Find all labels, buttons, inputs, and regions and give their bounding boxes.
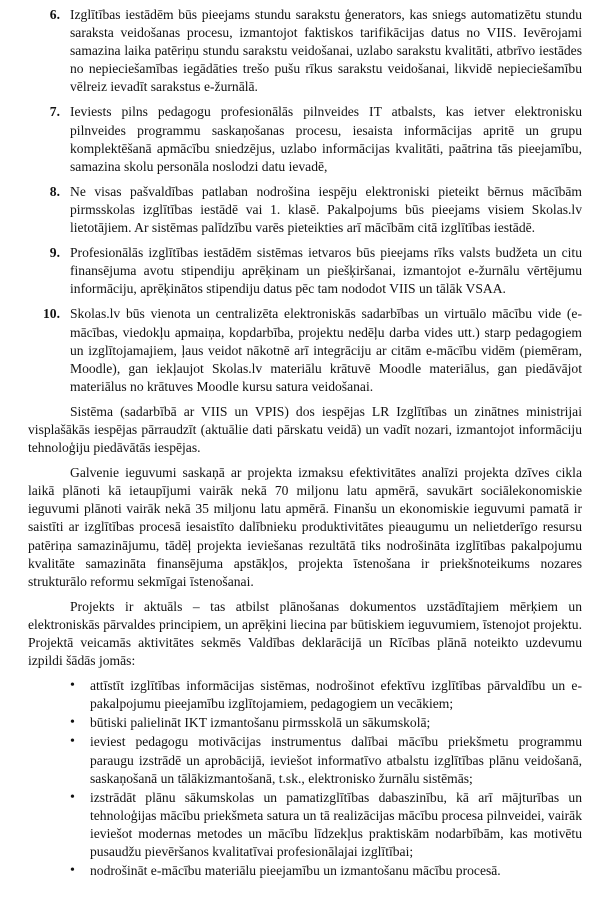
list-item (70, 733, 582, 787)
list-item-text: nodrošināt e-mācību materiālu pieejamību un izmantošanu mācību procesā. (90, 863, 501, 879)
item-number: 7. (49, 104, 60, 120)
bullet-icon: • (70, 863, 75, 879)
item-number: 8. (49, 183, 60, 199)
item-number: 10. (43, 306, 60, 322)
item-text: Ne visas pašvaldības patlaban nodrošina iespēju elektroniski pieteikt bērnus mācībām pirmsskolas izglītības iestādē vai 1. klasē. Pakalpojums būs pieejams visiem Skolas.lv lietotājiem. Ar sistēmas palīdzību varēs pieteikties arī mācībām citā izglītības iestādē. (70, 183, 582, 236)
list-item (70, 862, 582, 880)
paragraph-system-oversight: Sistēma (sadarbībā ar VIIS un VPIS) dos iespējas LR Izglītības un zinātnes ministrijai visplašākās iespējas pārraudzīt (aktuālie dati pārskatu veidā) un vadīt nozari, izmantojot informāciju tehnoloģiju piedāvātās iespējas. (28, 403, 582, 456)
item-number: 9. (49, 245, 60, 261)
list-item-text: būtiski palielināt IKT izmantošanu pirmsskolā un sākumskolā; (90, 715, 431, 731)
numbered-item-6 (28, 6, 582, 96)
item-number: 6. (49, 7, 60, 22)
list-item (70, 714, 582, 732)
list-item (70, 789, 582, 861)
paragraph-project-relevance: Projekts ir aktuāls – tas atbilst plānošanas dokumentos uzstādītajiem mērķiem un elektroniskās pārvaldes principiem, un aprēķini liecina par būtiskiem ieguvumiem, īstenojot projektu. Projektā veicamās aktivitātes sekmēs Valdības deklarācijā un Rīcības plānā noteikto uzdevumu izpildi šādās jomās: (28, 598, 582, 669)
item-text: Profesionālās izglītības iestādēm sistēmas ietvaros būs pieejams rīks valsts budžeta un citu finansējuma avotu stipendiju aprēķinam un piešķiršanai, izmantojot e-žurnālu vērtējumu informāciju, aprēķinātos stipendiju datus pēc tam nododot VIIS un tālāk VSAA. (70, 245, 582, 297)
item-text: Izglītības iestādēm būs pieejams stundu sarakstu ģenerators, kas sniegs automatizētu stundu saraksta veidošanas procesu, izmantojot faktiskos tarifikācijas datus no VIIS. Ievērojami samazina laika patēriņu stundu sarakstu veidošanai, uzlabo sarakstu kvalitāti, atbrīvo iestādes no nepieciešamības iegādāties trešo pušu rīkus sarakstu veidošanai, likvidē nepieciešamību vēlreiz ievadīt sarakstus e-žurnālā. (70, 7, 582, 95)
list-item-text: attīstīt izglītības informācijas sistēmas, nodrošinot efektīvu izglītības pārvaldību un e-pakalpojumu pieejamību izglītojamiem, pedagogiem un vecākiem; (90, 678, 582, 712)
bullet-icon: • (70, 734, 75, 750)
list-item-text: ieviest pedagogu motivācijas instrumentus dalībai mācību priekšmetu programmu paraugu izstrādē un aprobācijā, ieviešot informatīvo atbalstu izglītības plānu veidošanā, saskaņošanā un tālākizmantošanā, t.sk., elektronisko žurnālu sistēmās; (90, 734, 582, 786)
list-item (70, 677, 582, 713)
item-text: Ieviests pilns pedagogu profesionālās pilnveides IT atbalsts, kas ietver elektronisku pilnveides programmu saskaņošanas procesu, iesaista informācijas apritē un grupu komplektēšanā apmācību sniedzējus, uzlabo informācijas kvalitāti, paātrina tās pieejamību, samazina skolu personāla noslodzi datu ievadē, (70, 104, 582, 174)
numbered-item-7 (28, 103, 582, 175)
list-item-text: izstrādāt plānu sākumskolas un pamatizglītības dabaszinību, kā arī mājturības un tehnoloģijas mācību priekšmeta satura un tā realizācijas mācību procesa pilnveidei, vairāk ieviešot modernas metodes un mācību līdzekļus praktiskām nodarbībām, kas motivētu pusaudžu pievēršanos kvalitatīvai profesionālajai izglītībai; (90, 789, 582, 860)
bullet-icon: • (70, 789, 75, 805)
bullet-icon: • (70, 678, 75, 694)
task-bullet-list (28, 677, 582, 880)
bullet-icon: • (70, 715, 75, 731)
numbered-item-10 (28, 305, 582, 395)
paragraph-main-benefits: Galvenie ieguvumi saskaņā ar projekta izmaksu efektivitātes analīzi projekta dzīves cikla laikā plānoti kā ietaupījumi vairāk nekā 70 miljonu latu apmērā, savukārt sociālekonomiskie ieguvumi plānoti vairāk nekā 35 miljonu latu apmērā. Finanšu un ekonomiskie ieguvumi pamatā ir saistīti ar izglītības procesā iesaistīto dalībnieku produktivitātes pieaugumu un nelietderīgo resursu patēriņa samazinājumu, tādēļ projekta ieviešanas rezultātā tiks nodrošināta izglītības pakalpojumu kvalitāte samazināta finansējuma apstākļos, projekta īstenošana ir priekšnoteikums nozares strukturālo reformu sekmīgai īstenošanai. (28, 465, 582, 589)
numbered-item-8 (28, 183, 582, 237)
item-text: Skolas.lv būs vienota un centralizēta elektroniskās sadarbības un virtuālo mācību vide (e-mācības, viedokļu apmaiņa, kopdarbība, projektu nedēļu darba vides utt.) starp pedagogiem un izglītojamajiem, ļaus veidot nākotnē arī integrāciju ar citām e-mācību vidēm (piemēram, Moodle), gan iekļaujot Skolas.lv materiālu krātuvē Moodle materiālus, gan piedāvājot materiālus no krātuves Moodle kursu satura veidošanai. (70, 306, 582, 394)
numbered-item-9 (28, 244, 582, 298)
